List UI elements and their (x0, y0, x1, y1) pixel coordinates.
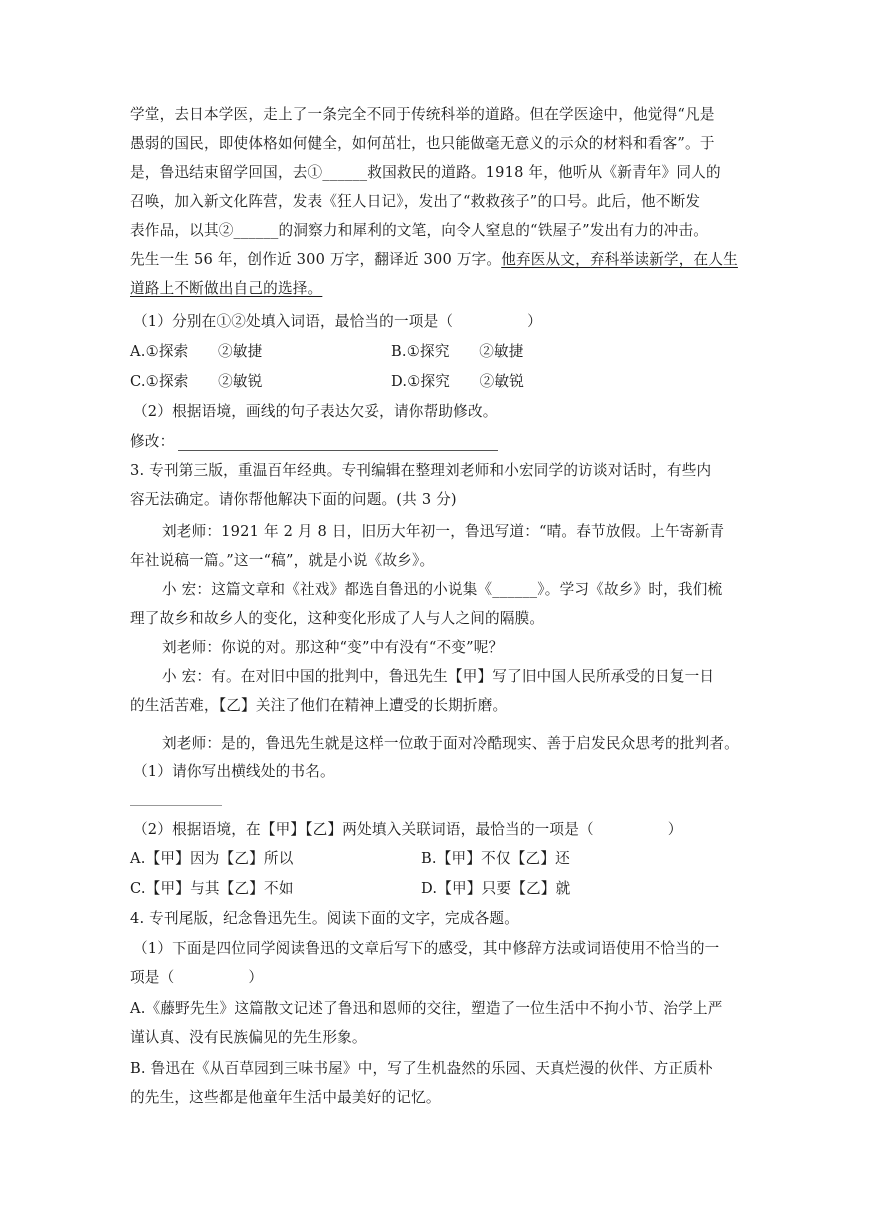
option-d[interactable]: D.①探究 ②敏锐 (391, 373, 525, 390)
option-b[interactable]: B.【甲】不仅【乙】还 (421, 850, 570, 867)
sub-question-1: 项是（ ） (130, 969, 264, 986)
option-b[interactable]: B. 鲁迅在《从百草园到三味书屋》中，写了生机盎然的乐园、天真烂漫的伙伴、方正质朴 (130, 1060, 713, 1077)
dialogue-line: 刘老师：你说的对。那这种“变”中有没有“不变”呢？ (162, 639, 504, 656)
passage-line: 愚弱的国民，即使体格如何健全，如何茁壮，也只能做毫无意义的示众的材料和看客”。于 (130, 135, 715, 152)
dialogue-line: 的生活苦难，【乙】关注了他们在精神上遭受的长期折磨。 (130, 697, 508, 714)
sub-question-1: （1）下面是四位同学阅读鲁迅的文章后写下的感受，其中修辞方法或词语使用不恰当的一 (133, 940, 720, 957)
passage-text: 先生一生 56 年，创作近 300 万字，翻译近 300 万字。 (130, 251, 502, 268)
dialogue-line: 年社说稿一篇。”这一“稿”，就是小说《故乡》。 (130, 552, 435, 569)
option-d[interactable]: D.【甲】只要【乙】就 (421, 880, 571, 897)
passage-line: 召唤，加入新文化阵营，发表《狂人日记》，发出了“救救孩子”的口号。此后，他不断发 (130, 193, 701, 210)
dialogue-line: 小 宏：这篇文章和《社戏》都选自鲁迅的小说集《______》。学习《故乡》时，我们梳 (162, 581, 723, 598)
option-b[interactable]: 的先生，这些都是他童年生活中最美好的记忆。 (130, 1089, 441, 1106)
sub-question-2: （2）根据语境，在【甲】【乙】两处填入关联词语，最恰当的一项是（ ） (133, 821, 683, 838)
sub-question-2: （2）根据语境，画线的句子表达欠妥，请你帮助修改。 (133, 403, 498, 420)
question-4-heading: 4. 专刊尾版，纪念鲁迅先生。阅读下面的文字，完成各题。 (130, 910, 520, 927)
revise-label: 修改： (130, 433, 175, 450)
option-a[interactable]: 谨认真、没有民族偏见的先生形象。 (130, 1029, 367, 1046)
option-b[interactable]: B.①探究 ②敏捷 (391, 343, 524, 360)
underlined-sentence: 道路上不断做出自己的选择。 (130, 280, 323, 297)
dialogue-line: 小 宏：有。在对旧中国的批判中，鲁迅先生【甲】写了旧中国人民所承受的日复一日 (162, 668, 715, 685)
option-a[interactable]: A.①探索 ②敏捷 (130, 343, 263, 360)
dialogue-line: 理了故乡和故乡人的变化，这种变化形成了人与人之间的隔膜。 (130, 610, 545, 627)
dialogue-line: 刘老师：是的，鲁迅先生就是这样一位敢于面对冷酷现实、善于启发民众思考的批判者。 (162, 735, 739, 752)
dialogue-line: 刘老师：1921 年 2 月 8 日，旧历大年初一，鲁迅写道：“晴。春节放假。上午寄新青 (162, 523, 725, 540)
answer-blank-line[interactable] (178, 450, 498, 451)
sub-question-1: （1）请你写出横线处的书名。 (133, 763, 335, 780)
option-c[interactable]: C.【甲】与其【乙】不如 (130, 880, 294, 897)
sub-question-1: （1）分别在①②处填入词语，最恰当的一项是（ ） (133, 313, 542, 330)
passage-line: 学堂，去日本学医，走上了一条完全不同于传统科举的道路。但在学医途中，他觉得“凡是 (130, 106, 715, 123)
option-a[interactable]: A.【甲】因为【乙】所以 (130, 850, 294, 867)
question-3-heading: 3. 专刊第三版，重温百年经典。专刊编辑在整理刘老师和小宏同学的访谈对话时，有些内 (130, 462, 712, 479)
question-3-heading: 容无法确定。请你帮他解决下面的问题。(共 3 分) (130, 491, 457, 508)
underlined-sentence: 他弃医从文，弃科举读新学，在人生 (501, 251, 738, 268)
option-a[interactable]: A.《藤野先生》这篇散文记述了鲁迅和恩师的交往，塑造了一位生活中不拘小节、治学上严 (130, 1000, 723, 1017)
passage-line: 是，鲁迅结束留学回国，去①______救国救民的道路。1918 年，他听从《新青年》同人的 (130, 164, 721, 181)
option-c[interactable]: C.①探索 ②敏锐 (130, 373, 263, 390)
answer-blank-line[interactable] (130, 805, 222, 806)
passage-line: 表作品，以其②______的洞察力和犀利的文笔，向令人窒息的“铁屋子”发出有力的冲击。 (130, 222, 709, 239)
passage-line (130, 250, 738, 270)
